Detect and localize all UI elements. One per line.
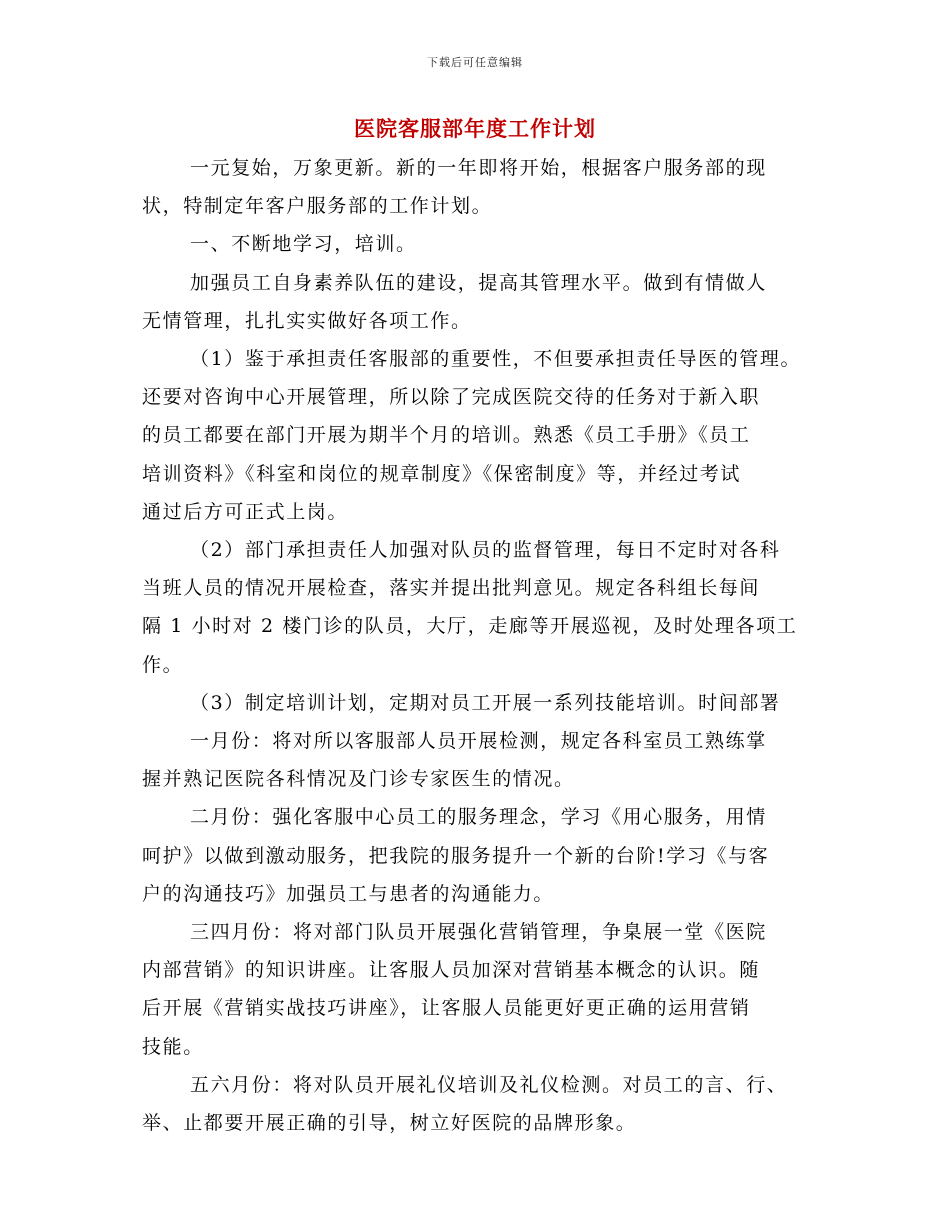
body-line: 无情管理，扎扎实实做好各项工作。 <box>142 309 472 332</box>
body-line: 五六月份：将对队员开展礼仪培训及礼仪检测。对员工的言、行、 <box>190 1073 788 1096</box>
body-line: 一月份：将对所以客服部人员开展检测，规定各科室员工熟练掌 <box>190 730 767 752</box>
document-title: 医院客服部年度工作计划 <box>354 116 596 141</box>
body-line: 培训资料》《科室和岗位的规章制度》《保密制度》等，并经过考试 <box>142 462 742 485</box>
body-line: 握并熟记医院各科情况及门诊专家医生的情况。 <box>142 768 575 791</box>
body-line: 一、不断地学习，培训。 <box>190 233 417 256</box>
body-line: 后开展《营销实战技巧讲座》，让客服人员能更好更正确的运用营销 <box>142 997 751 1020</box>
body-line: （3）制定培训计划，定期对员工开展一系列技能培训。时间部署 <box>190 691 781 714</box>
body-line: （1）鉴于承担责任客服部的重要性，不但要承担责任导医的管理。 <box>190 348 802 370</box>
header-note: 下载后可任意编辑 <box>427 56 523 69</box>
body-line: 作。 <box>142 653 184 676</box>
body-line: 的员工都要在部门开展为期半个月的培训。熟悉《员工手册》《员工 <box>142 424 751 447</box>
body-line: 隔 1 小时对 2 楼门诊的队员，大厅，走廊等开展巡视，及时处理各项工 <box>142 615 798 638</box>
body-line: 举、止都要开展正确的引导，树立好医院的品牌形象。 <box>142 1112 637 1134</box>
body-line: 三四月份：将对部门队员开展强化营销管理，争臬展一堂《医院 <box>190 921 767 943</box>
body-line: 加强员工自身素养队伍的建设，提高其管理水平。做到有情做人 <box>190 271 767 294</box>
body-line: 技能。 <box>142 1035 204 1058</box>
body-line: 还要对咨询中心开展管理，所以除了完成医院交待的任务对于新入职 <box>142 386 761 409</box>
body-line: 二月份：强化客服中心员工的服务理念，学习《用心服务，用情 <box>190 806 767 829</box>
body-line: 通过后方可正式上岗。 <box>142 500 349 523</box>
body-line: 状，特制定年客户服务部的工作计划。 <box>142 195 493 218</box>
body-line: 户的沟通技巧》加强员工与患者的沟通能力。 <box>142 882 555 905</box>
body-line: （2）部门承担责任人加强对队员的监督管理，每日不定时对各科 <box>190 539 781 561</box>
body-line: 呵护》以做到激动服务，把我院的服务提升一个新的台阶!学习《与客 <box>142 844 770 867</box>
body-line: 内部营销》的知识讲座。让客服人员加深对营销基本概念的认识。随 <box>142 959 761 982</box>
body-line: 一元复始，万象更新。新的一年即将开始，根据客户服务部的现 <box>190 157 767 179</box>
body-line: 当班人员的情况开展检查，落实并提出批判意见。规定各科组长每间 <box>142 577 761 600</box>
